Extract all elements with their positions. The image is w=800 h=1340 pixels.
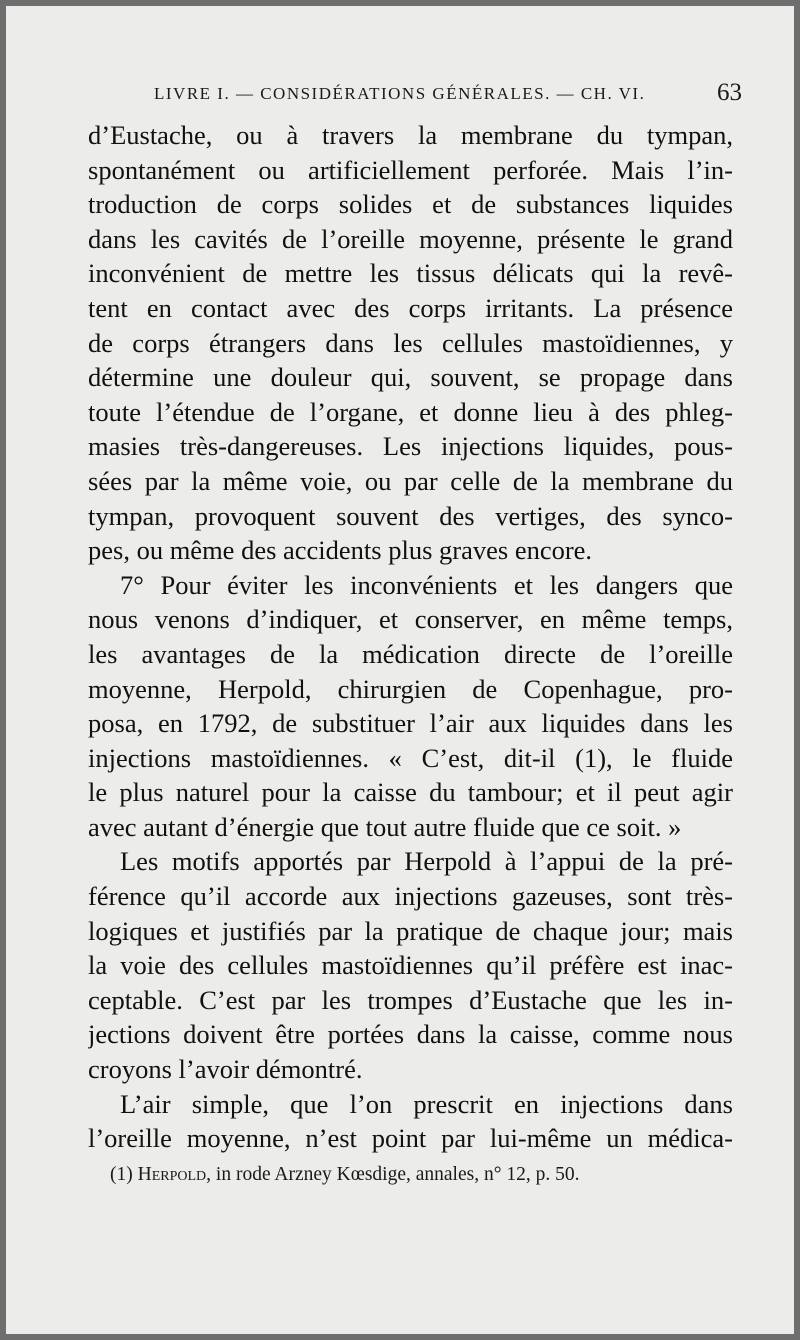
text-line: Les motifs apportés par Herpold à l’appui de la pré-: [120, 846, 733, 877]
text-line: pes, ou même des accidents plus graves encore.: [88, 535, 593, 566]
text-line: avec autant d’énergie que tout autre fluide que ce soit. »: [88, 811, 682, 842]
text-line: dans les cavités de l’oreille moyenne, présente le grand: [88, 223, 733, 254]
text-line: l’oreille moyenne, n’est point par lui-même un médica-: [88, 1123, 733, 1154]
text-line: la voie des cellules mastoïdiennes qu’il préfère est inac-: [88, 950, 733, 981]
footnote-author: Herpold: [137, 1164, 207, 1185]
page-number: 63: [717, 79, 742, 106]
page-header: [154, 79, 742, 110]
text-line: logiques et justifiés par la pratique de chaque jour; mais: [88, 915, 733, 946]
running-head: LIVRE I. — CONSIDÉRATIONS GÉNÉRALES. — CH. VI.: [154, 84, 646, 103]
text-line: injections mastoïdiennes. « C’est, dit-il (1), le fluide: [88, 742, 733, 773]
text-line: posa, en 1792, de substituer l’air aux liquides dans les: [88, 708, 733, 739]
body-text: [88, 118, 733, 1156]
text-line: masies très-dangereuses. Les injections liquides, pous-: [88, 431, 733, 462]
text-line: croyons l’avoir démontré.: [88, 1054, 363, 1085]
book-page: [6, 6, 794, 1334]
text-line: ceptable. C’est par les trompes d’Eustache que les in-: [88, 984, 733, 1015]
text-line: tympan, provoquent souvent des vertiges, des synco-: [88, 500, 733, 531]
text-line: le plus naturel pour la caisse du tambour; et il peut agir: [88, 777, 733, 808]
footnote-number: (1): [110, 1164, 133, 1185]
text-line: toute l’étendue de l’organe, et donne lieu à des phleg-: [88, 396, 733, 427]
text-line: moyenne, Herpold, chirurgien de Copenhague, pro-: [88, 673, 733, 704]
text-line: troduction de corps solides et de substances liquides: [88, 189, 733, 220]
text-line: sées par la même voie, ou par celle de la membrane du: [88, 465, 733, 496]
text-line: spontanément ou artificiellement perforée. Mais l’in-: [88, 154, 733, 185]
text-line: férence qu’il accorde aux injections gazeuses, sont très-: [88, 881, 733, 912]
text-line: détermine une douleur qui, souvent, se propage dans: [88, 362, 733, 393]
text-line: inconvénient de mettre les tissus délicats qui la revê-: [88, 258, 733, 289]
text-line: les avantages de la médication directe de l’oreille: [88, 638, 733, 669]
text-line: jections doivent être portées dans la caisse, comme nous: [88, 1019, 733, 1050]
footnote: [110, 1164, 580, 1186]
text-line: tent en contact avec des corps irritants. La présence: [88, 292, 733, 323]
text-line: d’Eustache, ou à travers la membrane du tympan,: [88, 120, 733, 150]
text-line: nous venons d’indiquer, et conserver, en même temps,: [88, 604, 733, 635]
text-line: de corps étrangers dans les cellules mastoïdiennes, y: [88, 327, 733, 358]
text-line: 7° Pour éviter les inconvénients et les dangers que: [120, 569, 733, 600]
footnote-text: , in rode Arzney Kœsdige, annales, n° 12, p. 50.: [206, 1164, 580, 1185]
text-line: L’air simple, que l’on prescrit en injections dans: [120, 1088, 733, 1119]
